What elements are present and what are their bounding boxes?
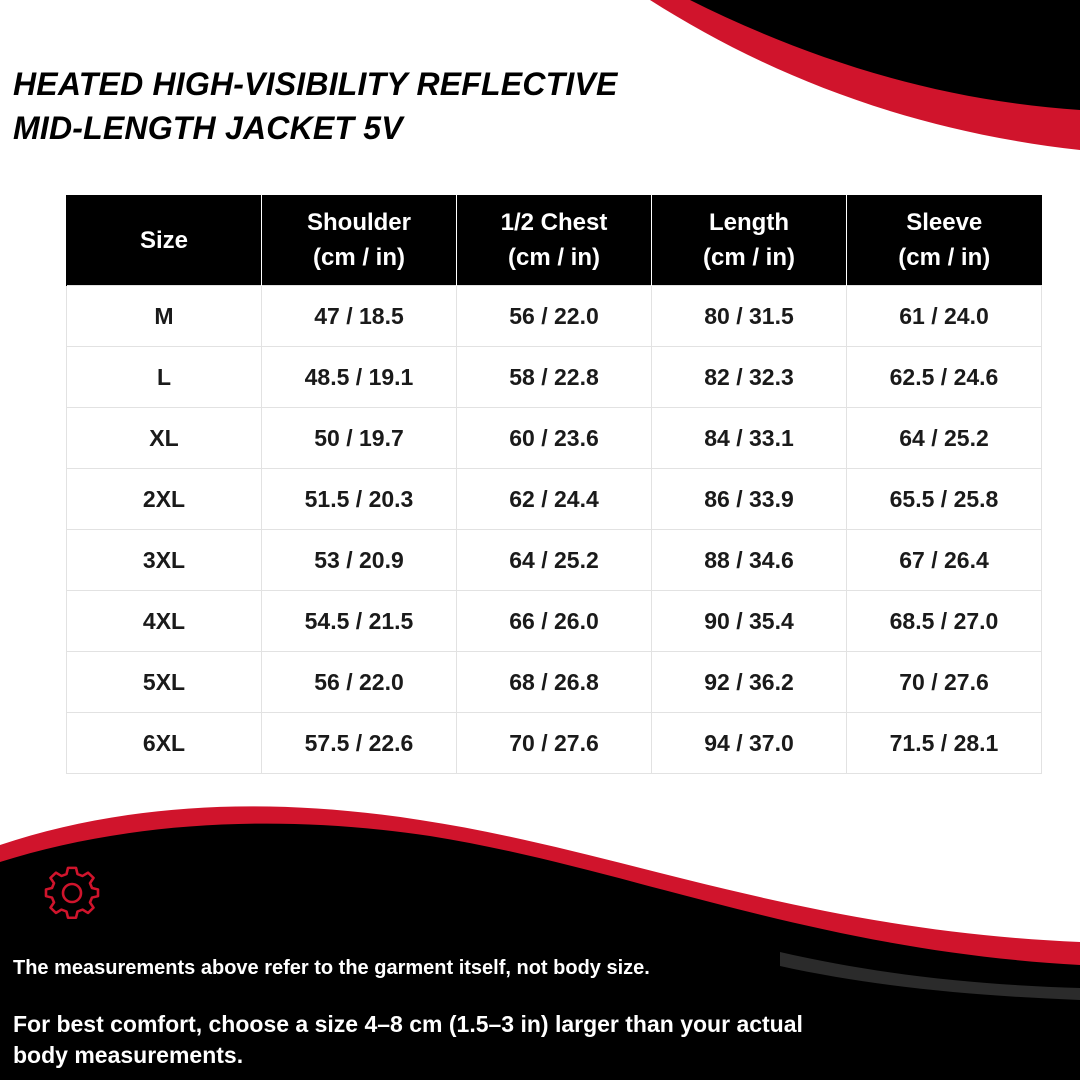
cell-length: 86 / 33.9 [652,469,847,530]
cell-half-chest: 62 / 24.4 [457,469,652,530]
cell-sleeve: 65.5 / 25.8 [847,469,1042,530]
header-length [652,195,847,286]
page-title [13,62,618,150]
cell-length: 94 / 37.0 [652,713,847,774]
cell-half-chest: 64 / 25.2 [457,530,652,591]
cell-length: 88 / 34.6 [652,530,847,591]
cell-size: XL [67,408,262,469]
cell-length: 90 / 35.4 [652,591,847,652]
cell-half-chest: 70 / 27.6 [457,713,652,774]
cell-half-chest: 60 / 23.6 [457,408,652,469]
cell-half-chest: 66 / 26.0 [457,591,652,652]
table-row [67,530,1042,591]
cell-size: 4XL [67,591,262,652]
cell-size: 3XL [67,530,262,591]
cell-sleeve: 68.5 / 27.0 [847,591,1042,652]
header-sleeve-unit: (cm / in) [898,244,991,271]
header-size [67,195,262,286]
cell-shoulder: 50 / 19.7 [262,408,457,469]
cell-sleeve: 62.5 / 24.6 [847,347,1042,408]
cell-shoulder: 56 / 22.0 [262,652,457,713]
cell-sleeve: 64 / 25.2 [847,408,1042,469]
cell-length: 92 / 36.2 [652,652,847,713]
header-sleeve [847,195,1042,286]
cell-size: 5XL [67,652,262,713]
cell-half-chest: 56 / 22.0 [457,286,652,347]
table-row [67,286,1042,347]
cell-length: 80 / 31.5 [652,286,847,347]
cell-size: 2XL [67,469,262,530]
header-shoulder [262,195,457,286]
header-shoulder-label: Shoulder [306,209,411,236]
cell-shoulder: 57.5 / 22.6 [262,713,457,774]
table-row [67,408,1042,469]
gear-icon [44,866,100,922]
table-header-row [67,195,1042,286]
cell-sleeve: 71.5 / 28.1 [847,713,1042,774]
cell-shoulder: 53 / 20.9 [262,530,457,591]
cell-shoulder: 54.5 / 21.5 [262,591,457,652]
cell-shoulder: 47 / 18.5 [262,286,457,347]
table-row [67,652,1042,713]
note-garment-measurements: The measurements above refer to the garment itself, not body size. [13,957,650,979]
cell-size: M [67,286,262,347]
cell-half-chest: 58 / 22.8 [457,347,652,408]
cell-shoulder: 51.5 / 20.3 [262,469,457,530]
header-size-label: Size [139,226,189,254]
size-chart-table [66,195,1042,774]
header-shoulder-unit: (cm / in) [312,244,405,271]
title-line-1: HEATED HIGH-VISIBILITY REFLECTIVE [13,66,618,102]
cell-shoulder: 48.5 / 19.1 [262,347,457,408]
note-size-advice: For best comfort, choose a size 4–8 cm (1.5–3 in) larger than your actual body measurements. [13,1011,803,1068]
header-half-chest-unit: (cm / in) [507,244,600,271]
cell-sleeve: 70 / 27.6 [847,652,1042,713]
header-length-label: Length [709,209,789,236]
cell-size: L [67,347,262,408]
header-half-chest [457,195,652,286]
cell-sleeve: 67 / 26.4 [847,530,1042,591]
cell-length: 82 / 32.3 [652,347,847,408]
header-length-unit: (cm / in) [702,244,795,271]
title-line-2: MID-LENGTH JACKET 5V [13,110,403,146]
table-row [67,713,1042,774]
header-half-chest-label: 1/2 Chest [500,209,608,236]
cell-length: 84 / 33.1 [652,408,847,469]
table-row [67,469,1042,530]
cell-half-chest: 68 / 26.8 [457,652,652,713]
cell-size: 6XL [67,713,262,774]
table-row [67,591,1042,652]
cell-sleeve: 61 / 24.0 [847,286,1042,347]
table-row [67,347,1042,408]
header-sleeve-label: Sleeve [906,209,983,236]
